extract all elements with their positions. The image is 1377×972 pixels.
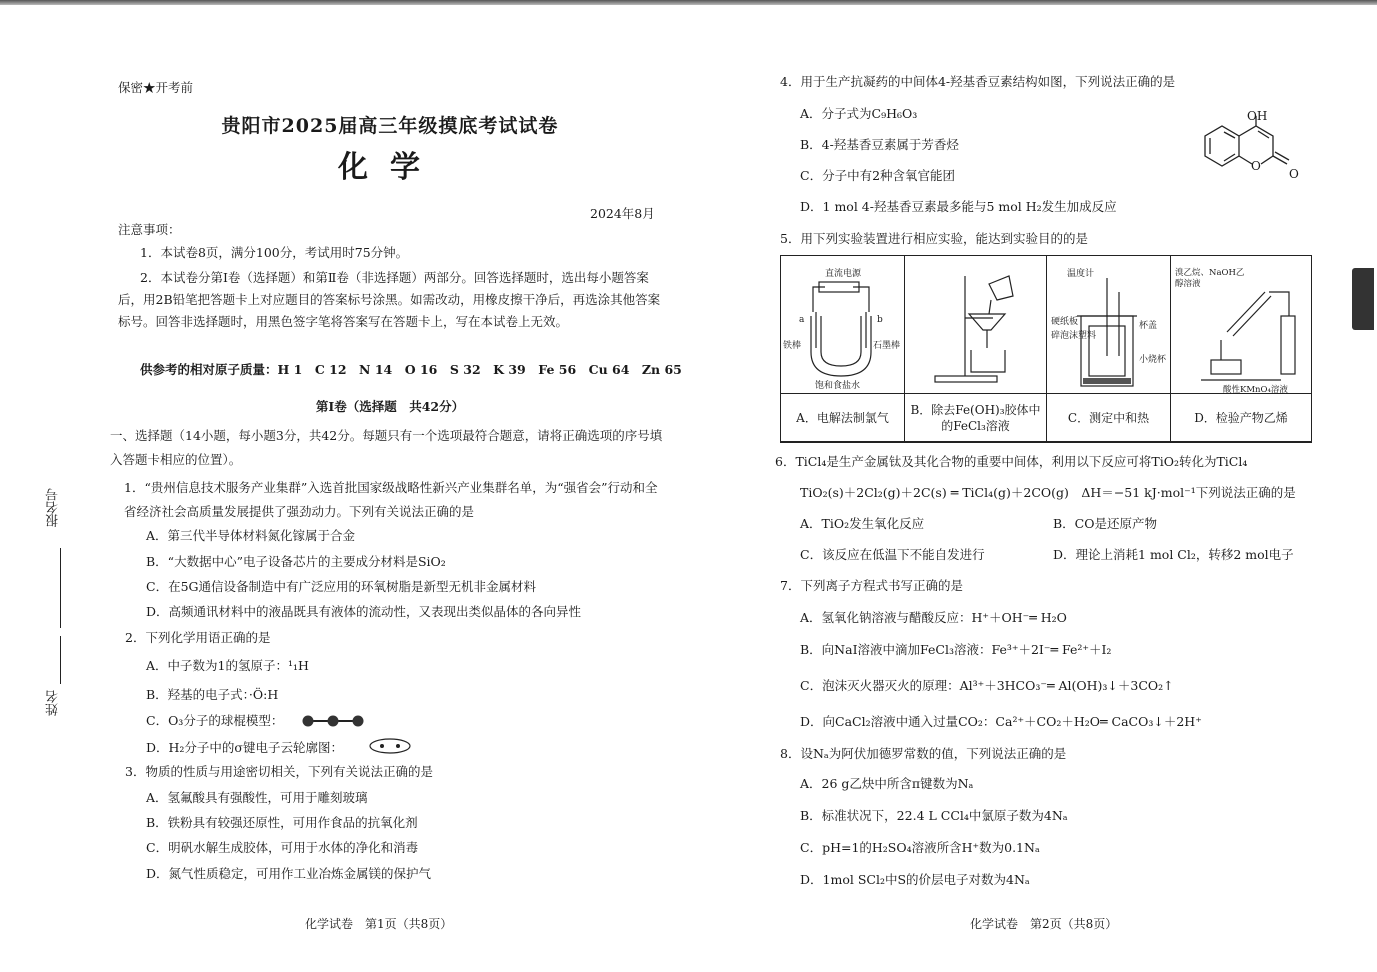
question-3-stem: 3．物质的性质与用途密切相关，下列有关说法正确的是 xyxy=(125,764,433,779)
name-line xyxy=(60,636,61,684)
registration-number-label: 报名号 xyxy=(46,488,61,527)
label-graphite-rod: 石墨棒 xyxy=(873,341,901,351)
apparatus-d xyxy=(1171,256,1311,394)
question-7-stem: 7．下列离子方程式书写正确的是 xyxy=(780,578,963,593)
label-brine: 饱和食盐水 xyxy=(815,381,861,391)
question-1-stem: 1．“贵州信息技术服务产业集群”入选首批国家级战略性新兴产业集群名单，为“强省会”行动和全省经济社会高质量发展提供了强劲动力。下列有关说法正确的是 xyxy=(124,480,658,519)
q2-option: C．O₃分子的球棍模型： xyxy=(146,713,284,728)
q3-option: A．氢氟酸具有强酸性，可用于雕刻玻璃 xyxy=(146,790,368,805)
label-bromoethane: 溴乙烷、NaOH乙醇溶液 xyxy=(1175,268,1245,289)
q8-option: C．pH=1的H₂SO₄溶液所含H⁺数为0.1Nₐ xyxy=(800,840,1040,855)
apparatus-c xyxy=(1047,256,1171,394)
question-6-stem: 6．TiCl₄是生产金属钛及其化合物的重要中间体，利用以下反应可将TiO₂转化为TiCl₄ xyxy=(775,454,1248,469)
q6-option: C．该反应在低温下不能自发进行 xyxy=(800,547,985,562)
note-item: 2．本试卷分第Ⅰ卷（选择题）和第Ⅱ卷（非选择题）两部分。回答选择题时，选出每小题答案后，用2B铅笔把答题卡上对应题目的答案标号涂黑。如需改动，用橡皮擦干净后，再选涂其他答案标号。回答非选择题时，用黑色签字笔将答案写在答题卡上，写在本试卷上无效。 xyxy=(118,270,661,329)
page-2 xyxy=(775,0,1335,972)
q3-option: D．氮气性质稳定，可用作工业冶炼金属镁的保护气 xyxy=(146,866,432,881)
q1-option: D．高频通讯材料中的液晶既具有液体的流动性，又表现出类似晶体的各向异性 xyxy=(146,604,582,619)
q6-option: B．CO是还原产物 xyxy=(1053,516,1157,531)
q4-option: B．4-羟基香豆素属于芳香烃 xyxy=(800,137,959,152)
label-b: b xyxy=(877,315,883,325)
q8-option: D．1mol SCl₂中S的价层电子对数为4Nₐ xyxy=(800,872,1030,887)
registration-number-line xyxy=(60,548,61,628)
section-intro: 一、选择题（14小题，每小题3分，共42分。每题只有一个选项最符合题意，请将正确选项的序号填入答题卡相应的位置）。 xyxy=(110,428,663,467)
q6-equation: TiO₂(s)＋2Cl₂(g)＋2C(s) ═ TiCl₄(g)＋2CO(g) ΔH＝−51 kJ·mol⁻¹下列说法正确的是 xyxy=(800,485,1296,500)
confidential-mark: 保密★开考前 xyxy=(118,80,194,95)
q7-option: D．向CaCl₂溶液中通入过量CO₂：Ca²⁺＋CO₂＋H₂O═ CaCO₃↓＋2H⁺ xyxy=(800,714,1202,729)
label-cardboard: 硬纸板 xyxy=(1051,317,1079,327)
name-label: 姓名 xyxy=(46,690,61,716)
label-lid: 杯盖 xyxy=(1139,321,1158,331)
q2-option: B．羟基的电子式：·Ö:H xyxy=(146,687,279,702)
question-2-stem: 2．下列化学用语正确的是 xyxy=(125,630,271,645)
q4-option: C．分子中有2种含氧官能团 xyxy=(800,168,956,183)
caption-b: B．除去Fe(OH)₃胶体中的FeCl₃溶液 xyxy=(905,394,1047,442)
label-dc-source: 直流电源 xyxy=(825,269,862,279)
atomic-masses: 供参考的相对原子质量：H 1 C 12 N 14 O 16 S 32 K 39 Fe 56 Cu 64 Zn 65 xyxy=(140,362,682,377)
label-thermometer: 温度计 xyxy=(1067,269,1095,279)
label-foam: 碎泡沫塑料 xyxy=(1051,331,1097,341)
question-8-stem: 8．设Nₐ为阿伏加德罗常数的值，下列说法正确的是 xyxy=(780,746,1067,761)
note-item: 1．本试卷8页，满分100分，考试用时75分钟。 xyxy=(140,245,409,260)
experiment-table xyxy=(780,255,1312,443)
q7-option: A．氢氧化钠溶液与醋酸反应：H⁺＋OH⁻═ H₂O xyxy=(800,610,1067,625)
sigma-bond-cloud-diagram xyxy=(365,736,415,756)
label-small-beaker: 小烧杯 xyxy=(1139,355,1167,365)
q1-option: B．“大数据中心”电子设备芯片的主要成分材料是SiO₂ xyxy=(146,554,446,569)
q2-option: D．H₂分子中的σ键电子云轮廓图： xyxy=(146,740,343,755)
q8-option: A．26 g乙炔中所含π键数为Nₐ xyxy=(800,776,974,791)
q1-option: C．在5G通信设备制造中有广泛应用的环氧树脂是新型无机非金属材料 xyxy=(146,579,537,594)
caption-a: A．电解法制氯气 xyxy=(781,394,905,442)
ozone-ball-stick-model xyxy=(300,712,370,730)
q1-option: A．第三代半导体材料氮化镓属于合金 xyxy=(146,528,356,543)
label-iron-rod: 铁棒 xyxy=(783,341,802,351)
q4-option: A．分子式为C₉H₆O₃ xyxy=(800,106,918,121)
question-4-stem: 4．用于生产抗凝药的中间体4-羟基香豆素结构如图，下列说法正确的是 xyxy=(780,74,1176,89)
apparatus-a xyxy=(781,256,905,394)
structure-oh-label: OH xyxy=(1247,109,1268,123)
label-a: a xyxy=(799,315,805,325)
exam-date: 2024年8月 xyxy=(590,206,655,221)
subject-title: 化学 xyxy=(338,150,442,185)
q3-option: B．铁粉具有较强还原性，可用作食品的抗氧化剂 xyxy=(146,815,418,830)
q6-option: D．理论上消耗1 mol Cl₂，转移2 mol电子 xyxy=(1053,547,1294,562)
question-5-stem: 5．用下列实验装置进行相应实验，能达到实验目的的是 xyxy=(780,231,1088,246)
q2-option: A．中子数为1的氢原子：¹₁H xyxy=(146,658,309,673)
structure-carbonyl-o-label: O xyxy=(1289,167,1299,181)
exam-title: 贵阳市2025届高三年级摸底考试试卷 xyxy=(221,115,559,137)
page-edge-tab xyxy=(1352,268,1374,330)
caption-d: D．检验产物乙烯 xyxy=(1171,394,1311,442)
structure-ring-o-label: O xyxy=(1251,159,1261,173)
q3-option: C．明矾水解生成胶体，可用于水体的净化和消毒 xyxy=(146,840,419,855)
caption-c: C．测定中和热 xyxy=(1047,394,1171,442)
q7-option: C．泡沫灭火器灭火的原理：Al³⁺＋3HCO₃⁻═ Al(OH)₃↓＋3CO₂↑ xyxy=(800,678,1174,693)
q8-option: B．标准状况下，22.4 L CCl₄中氯原子数为4Nₐ xyxy=(800,808,1068,823)
section-heading: 第Ⅰ卷（选择题 共42分） xyxy=(315,399,465,414)
page-footer-left: 化学试卷 第1页（共8页） xyxy=(305,917,453,931)
q7-option: B．向NaI溶液中滴加FeCl₃溶液：Fe³⁺＋2I⁻═ Fe²⁺＋I₂ xyxy=(800,642,1112,657)
q4-option: D．1 mol 4-羟基香豆素最多能与5 mol H₂发生加成反应 xyxy=(800,199,1117,214)
apparatus-b xyxy=(905,256,1047,394)
page-1 xyxy=(110,0,682,972)
page-footer-right: 化学试卷 第2页（共8页） xyxy=(970,917,1118,931)
notes-heading: 注意事项： xyxy=(118,222,181,237)
label-kmno4: 酸性KMnO₄溶液 xyxy=(1223,385,1288,395)
q6-option: A．TiO₂发生氧化反应 xyxy=(800,516,925,531)
